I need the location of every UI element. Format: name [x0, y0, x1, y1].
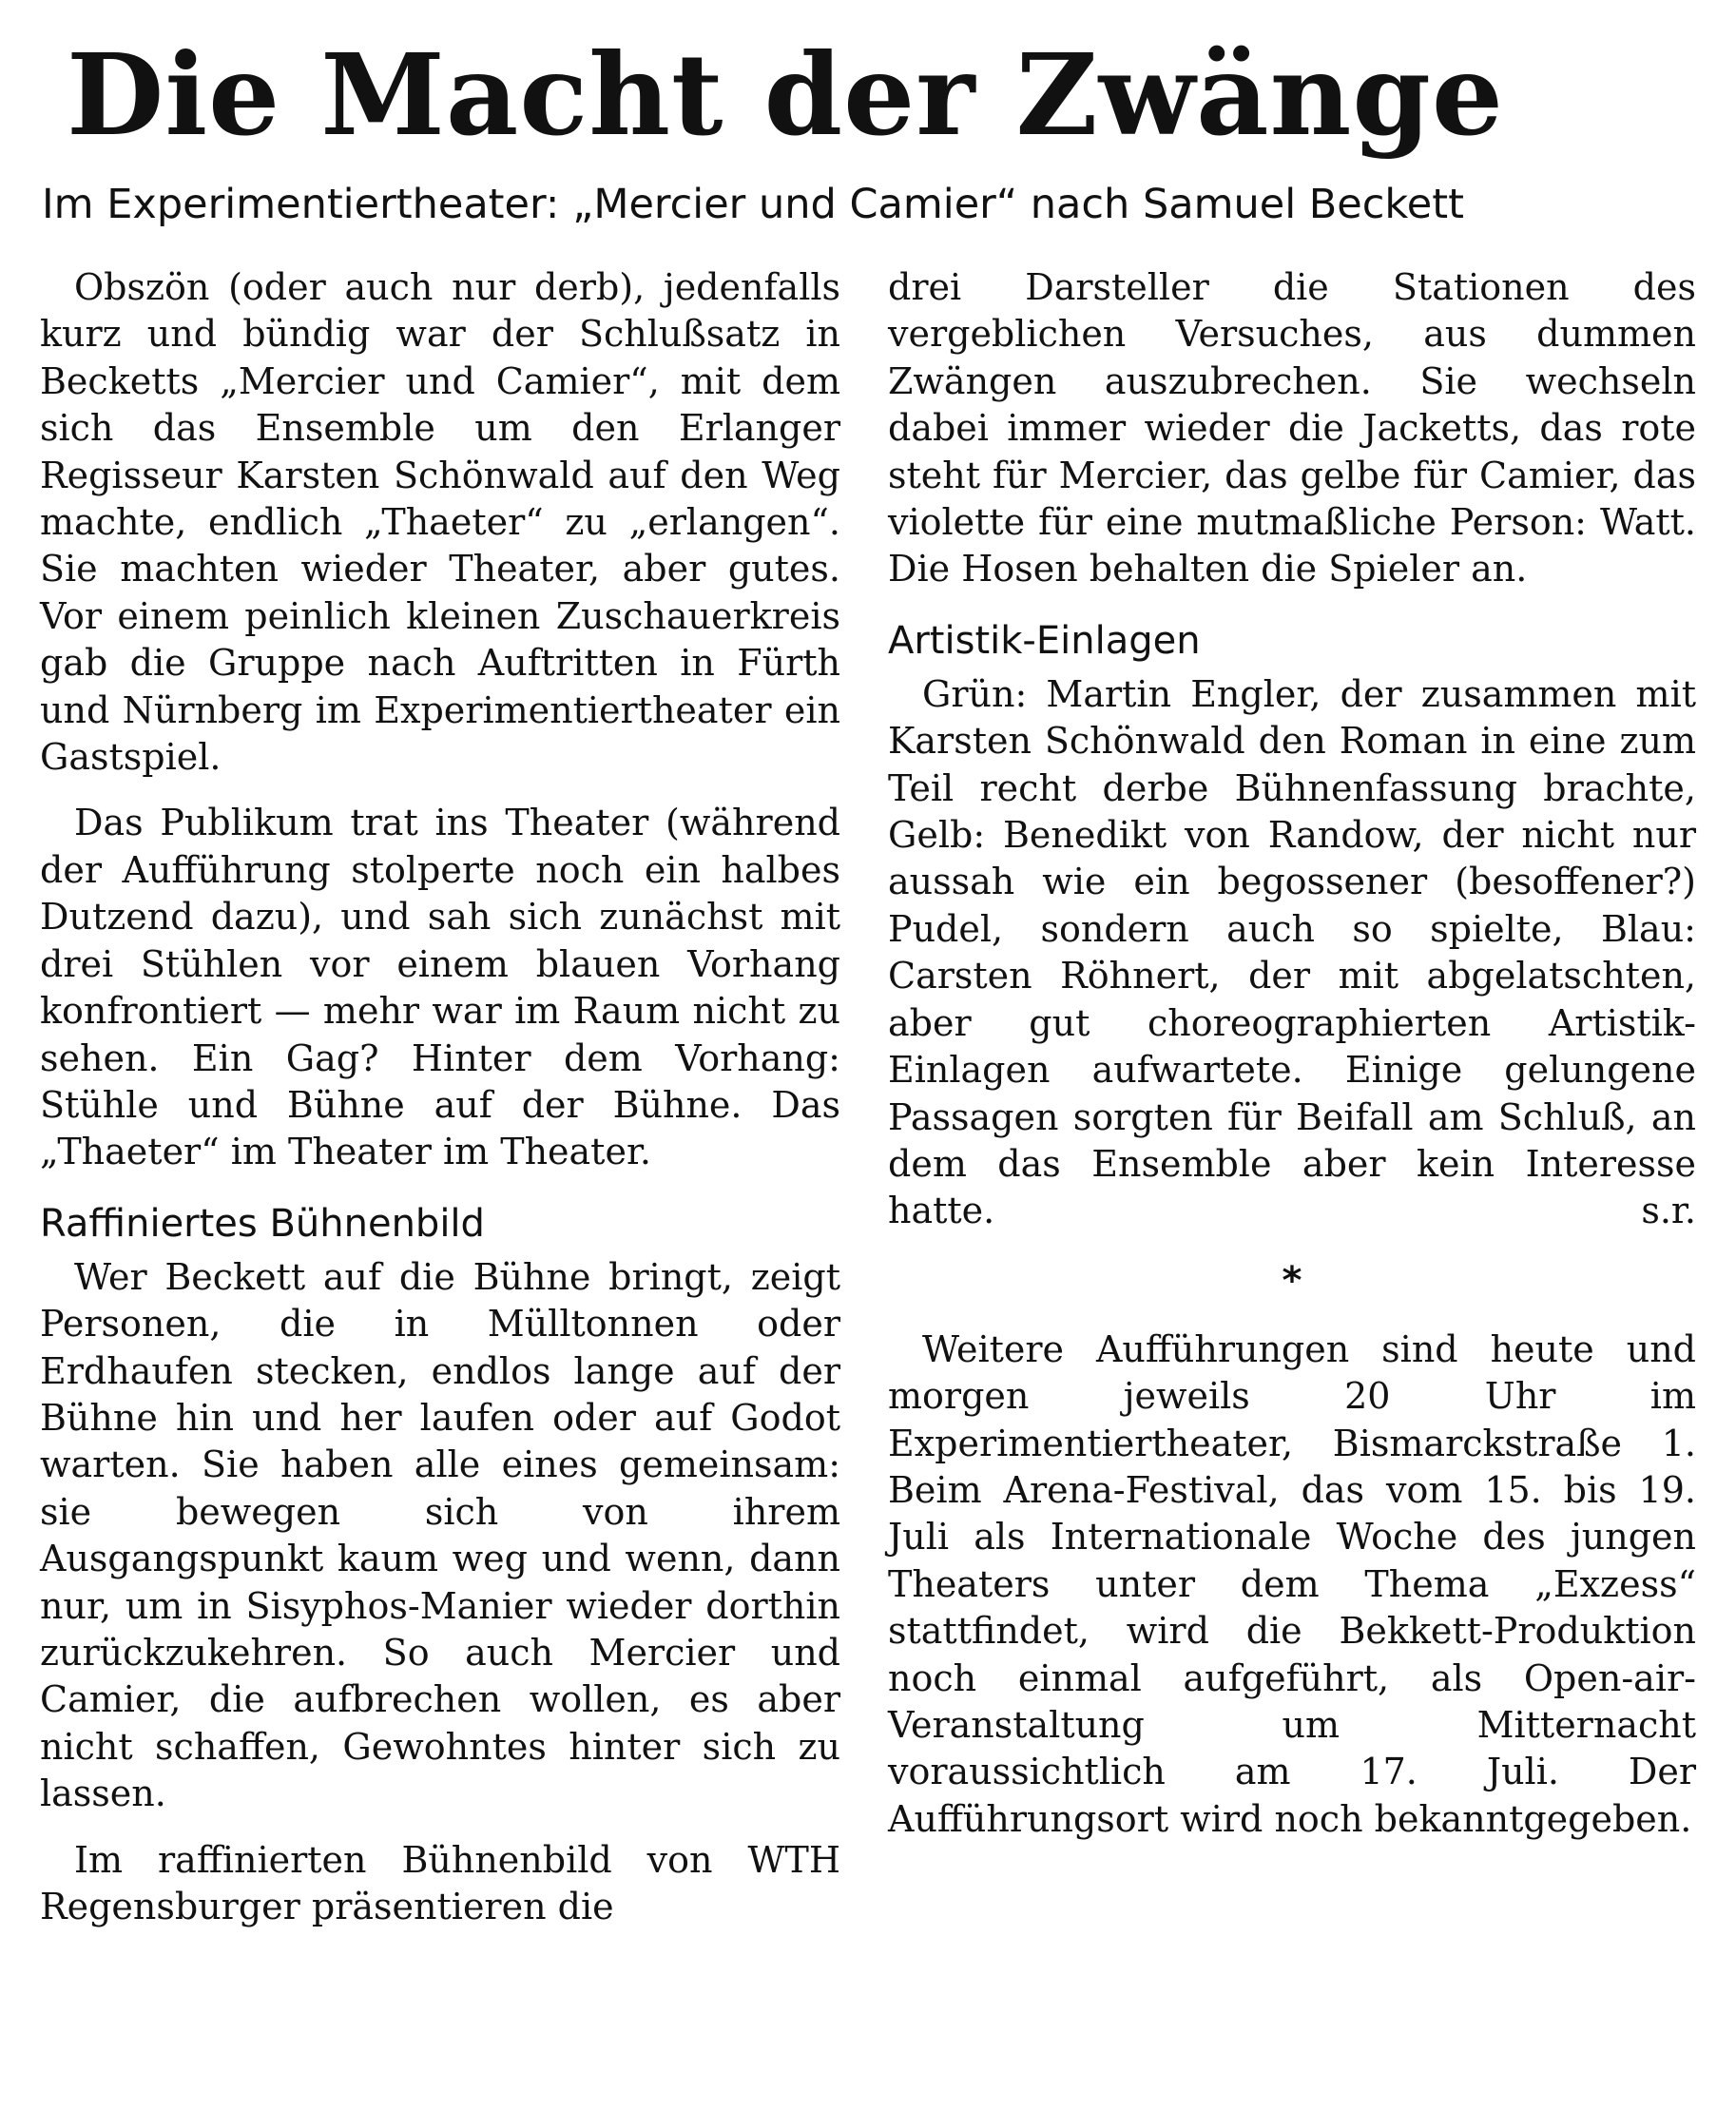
section-heading: Artistik-Einlagen: [888, 618, 1201, 663]
paragraph: Im raffinierten Bühnenbild von WTH Regensburger präsentieren die: [40, 1838, 840, 1927]
paragraph: Weitere Aufführungen sind heute und morgen jeweils 20 Uhr im Experimentiertheater, Bismarckstraße 1. Beim Arena-Festival, das vom 15. bis 19. Juli als Internationale Woche des jungen Theaters unter dem Thema „Exzess“ stattfindet, wird die Bekkett-Produktion noch einmal aufgeführt, als Open-air-Veranstaltung um Mitternacht voraussichtlich am 17. Juli. Der Aufführungsort wird noch bekanntgegeben.: [888, 1327, 1696, 1840]
paragraph: drei Darsteller die Stationen des vergeblichen Versuches, aus dummen Zwängen auszubrechen. Sie wechseln dabei immer wieder die Jacketts, das rote steht für Mercier, das gelbe für Camier, das violette für eine mutmaßliche Person: Watt. Die Hosen behalten die Spieler an.: [888, 266, 1696, 591]
right-column: [888, 264, 1696, 1843]
paragraph: Wer Beckett auf die Bühne bringt, zeigt Personen, die in Mülltonnen oder Erdhaufen stecken, endlos lange auf der Bühne hin und her laufen oder auf Godot warten. Sie haben alle eines gemeinsam: sie bewegen sich von ihrem Ausgangspunkt kaum weg und wenn, dann nur, um in Sisyphos-Manier wieder dorthin zurückzukehren. So auch Mercier und Camier, die aufbrechen wollen, es aber nicht schaffen, Gewohntes hinter sich zu lassen.: [40, 1255, 840, 1815]
separator-asterisk: *: [1282, 1258, 1302, 1303]
section-heading: Raffiniertes Bühnenbild: [40, 1201, 485, 1246]
paragraph-text: Grün: Martin Engler, der zusammen mit Karsten Schönwald den Roman in eine zum Teil recht derbe Bühnenfassung brachte, Gelb: Benedikt von Randow, der nicht nur aussah wie ein begossener (besoffener?) Pudel, sondern auch so spielte, Blau: Carsten Röhnert, der mit abgelatschten, aber gut choreographierten Artistik-Einlagen aufwartete. Einige gelungene Passagen sorgten für Beifall am Schluß, an dem das Ensemble aber kein Interesse hatte.: [888, 672, 1696, 1232]
paragraph: Obszön (oder auch nur derb), jedenfalls kurz und bündig war der Schlußsatz in Becketts „Mercier und Camier“, mit dem sich das Ensemble um den Erlanger Regisseur Karsten Schönwald auf den Weg machte, endlich „Thaeter“ zu „erlangen“. Sie machten wieder Theater, aber gutes. Vor einem peinlich kleinen Zuschauerkreis gab die Gruppe nach Auftritten in Fürth und Nürnberg im Experimentiertheater ein Gastspiel.: [40, 266, 840, 779]
paragraph: Das Publikum trat ins Theater (während der Aufführung stolperte noch ein halbes Dutzend dazu), und sah sich zunächst mit drei Stühlen vor einem blauen Vorhang konfrontiert — mehr war im Raum nicht zu sehen. Ein Gag? Hinter dem Vorhang: Stühle und Bühne auf der Bühne. Das „Thaeter“ im Theater im Theater.: [40, 802, 840, 1173]
headline: Die Macht der Zwänge: [67, 29, 1504, 161]
author-signature: s.r.: [1641, 1190, 1696, 1232]
paragraph-with-signature: [888, 671, 1696, 1235]
left-column: [40, 264, 840, 1930]
subheadline: Im Experimentiertheater: „Mercier und Camier“ nach Samuel Beckett: [42, 181, 1464, 228]
